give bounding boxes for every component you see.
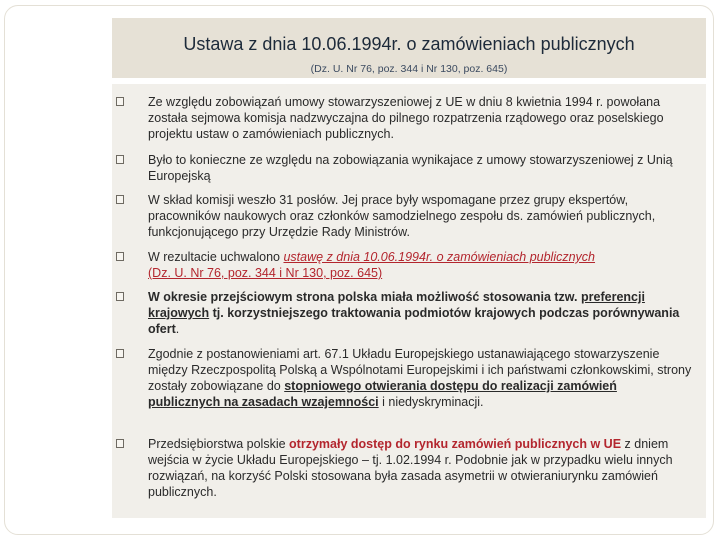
square-bullet-icon — [116, 195, 124, 204]
list-item-text — [148, 436, 692, 500]
square-bullet-icon — [116, 97, 124, 106]
list-item-text: Ze względu zobowiązań umowy stowarzyszeniowej z UE w dniu 8 kwietnia 1994 r. powołana została sejmowa komisja nadzwyczajna do pilnego rozpatrzenia rządowego oraz poselskiego projektu ustaw o zamówieniach publicznych. — [148, 95, 664, 141]
list-item-text — [148, 346, 692, 410]
red-highlight: otrzymały dostęp do rynku zamówień publicznych w UE — [289, 437, 622, 451]
intro-text: W okresie przejściowym strona polska miała możliwość stosowania tzw. — [148, 290, 582, 304]
bullet-list — [112, 84, 706, 518]
underlined-term: stopniowego otwierania dostępu do realizacji zamówień publicznych na zasadach wzajemności — [148, 379, 617, 409]
slide-subtitle: (Dz. U. Nr 76, poz. 344 i Nr 130, poz. 645) — [310, 63, 508, 75]
square-bullet-icon — [116, 252, 124, 261]
intro-text: Przedsiębiorstwa polskie — [148, 437, 290, 451]
list-item-text: Było to konieczne ze względu na zobowiązania wynikajace z umowy stowarzyszeniowej z Unią Europejską — [148, 153, 673, 183]
intro-text: Zgodnie z postanowieniami art. 67.1 Układu Europejskiego ustanawiającego stowarzyszenie między Rzeczpospolitą Polską a Wspólnotami Europejskimi i ich państwami członkowskimi, strony zostały zobowiązane do — [148, 347, 692, 393]
continuation-text: z dniem wejścia w życie Układu Europejskiego – tj. 1.02.1994 r. Podobnie jak w przypadku wielu innych rozwiązań, na korzyść Polski stosowana była zasada asymetrii w otwieraniurynku zamówień publicznych. — [148, 437, 673, 499]
intro-text: W rezultacie uchwalono — [148, 250, 284, 264]
slide-title: Ustawa z dnia 10.06.1994r. o zamówieniach publicznych — [183, 34, 635, 54]
list-item-text: W skład komisji weszło 31 posłów. Jej prace były wspomagane przez grupy ekspertów, pracowników naukowych oraz członków samodzielnego zespołu ds. zamówień publicznych, funkcjonującego przy Urzędzie Rady Ministrów. — [148, 193, 656, 239]
slide-header — [112, 18, 706, 78]
square-bullet-icon — [116, 349, 124, 358]
act-title-highlight: ustawę z dnia 10.06.1994r. o zamówieniach publicznych — [283, 250, 596, 264]
list-item-text — [148, 249, 692, 281]
square-bullet-icon — [116, 155, 124, 164]
end-punctuation: . — [175, 322, 180, 336]
square-bullet-icon — [116, 292, 124, 301]
continuation-text: i niedyskryminacji. — [378, 395, 484, 409]
square-bullet-icon — [116, 439, 124, 448]
act-citation-highlight: (Dz. U. Nr 76, poz. 344 i Nr 130, poz. 645) — [148, 266, 383, 280]
continuation-text: tj. korzystniejszego traktowania podmiotów krajowych podczas porównywania ofert — [148, 306, 680, 336]
list-item-text — [148, 289, 692, 337]
underlined-term: preferencji krajowych — [148, 290, 645, 320]
